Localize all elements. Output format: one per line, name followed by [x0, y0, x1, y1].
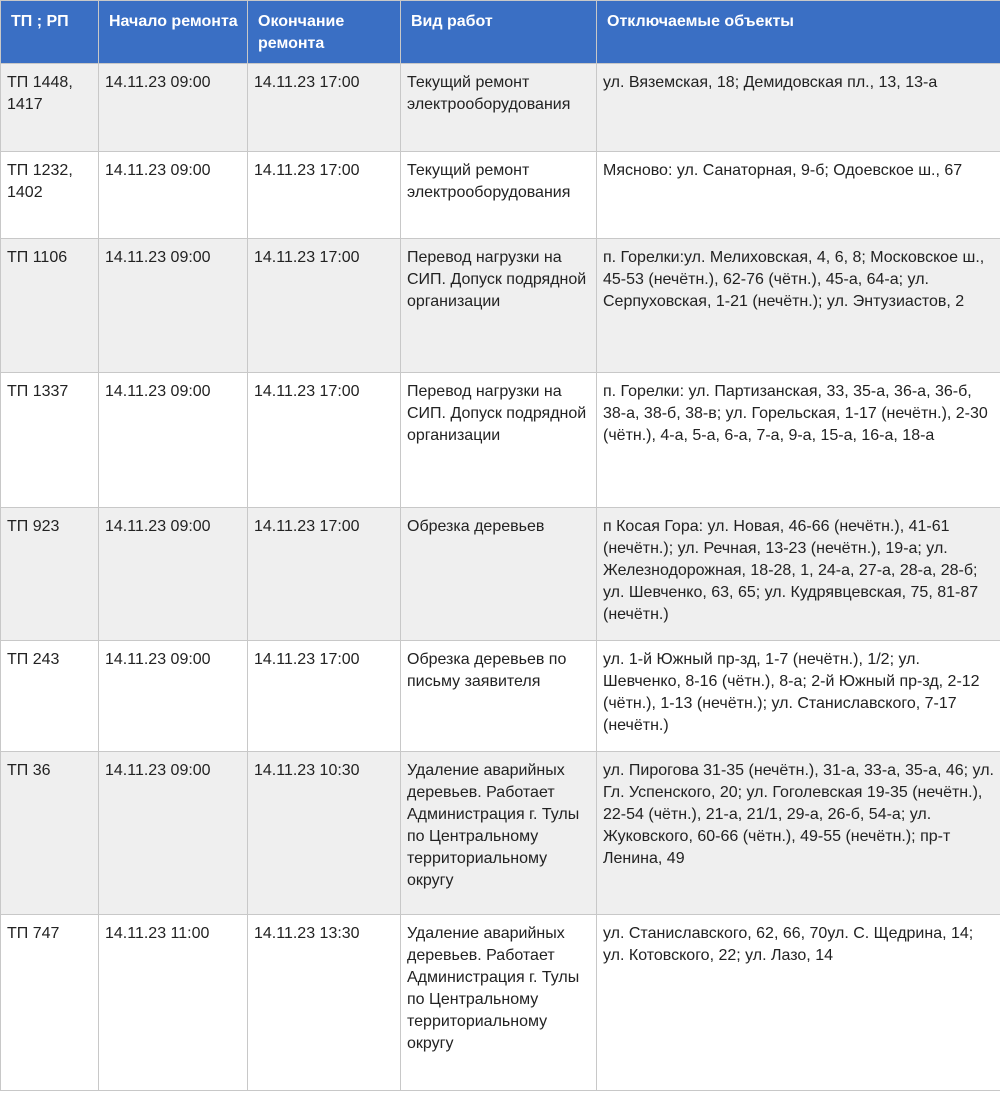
- cell-work: Обрезка деревьев по письму заявителя: [401, 641, 597, 752]
- table-row: [1, 752, 1000, 915]
- cell-start: 14.11.23 09:00: [99, 752, 248, 915]
- header-objects: Отключаемые объекты: [597, 1, 1000, 64]
- cell-end: 14.11.23 17:00: [248, 64, 401, 152]
- cell-work: Текущий ремонт электрооборудования: [401, 152, 597, 239]
- cell-tp: ТП 1448, 1417: [1, 64, 99, 152]
- cell-end: 14.11.23 17:00: [248, 239, 401, 373]
- cell-start: 14.11.23 09:00: [99, 239, 248, 373]
- cell-objects: ул. Пирогова 31-35 (нечётн.), 31-а, 33-а, 35-а, 46; ул. Гл. Успенского, 20; ул. Гоголевская 19-35 (нечётн.), 22-54 (чётн.), 21-а, 21/1, 29-а, 26-б, 54-а; ул. Жуковского, 60-66 (чётн.), 49-55 (нечётн.); пр-т Ленина, 49: [597, 752, 1000, 915]
- cell-objects: п. Горелки:ул. Мелиховская, 4, 6, 8; Московское ш., 45-53 (нечётн.), 62-76 (чётн.), 45-а, 64-а; ул. Серпуховская, 1-21 (нечётн.); ул. Энтузиастов, 2: [597, 239, 1000, 373]
- cell-start: 14.11.23 11:00: [99, 915, 248, 1091]
- cell-tp: ТП 243: [1, 641, 99, 752]
- cell-work: Текущий ремонт электрооборудования: [401, 64, 597, 152]
- cell-objects: Мясново: ул. Санаторная, 9-б; Одоевское ш., 67: [597, 152, 1000, 239]
- cell-end: 14.11.23 17:00: [248, 641, 401, 752]
- cell-end: 14.11.23 13:30: [248, 915, 401, 1091]
- header-tp: ТП ; РП: [1, 1, 99, 64]
- cell-objects: ул. Вяземская, 18; Демидовская пл., 13, 13-а: [597, 64, 1000, 152]
- header-start: Начало ремонта: [99, 1, 248, 64]
- table-row: [1, 508, 1000, 641]
- table-row: [1, 239, 1000, 373]
- cell-work: Перевод нагрузки на СИП. Допуск подрядной организации: [401, 239, 597, 373]
- cell-start: 14.11.23 09:00: [99, 641, 248, 752]
- cell-start: 14.11.23 09:00: [99, 508, 248, 641]
- cell-objects: ул. Станиславского, 62, 66, 70ул. С. Щедрина, 14; ул. Котовского, 22; ул. Лазо, 14: [597, 915, 1000, 1091]
- cell-objects: п. Горелки: ул. Партизанская, 33, 35-а, 36-а, 36-б, 38-а, 38-б, 38-в; ул. Горельская, 1-17 (нечётн.), 2-30 (чётн.), 4-а, 5-а, 6-а, 7-а, 9-а, 15-а, 16-а, 18-а: [597, 373, 1000, 508]
- cell-end: 14.11.23 17:00: [248, 373, 401, 508]
- table-row: [1, 641, 1000, 752]
- cell-tp: ТП 36: [1, 752, 99, 915]
- table-row: [1, 64, 1000, 152]
- table-row: [1, 152, 1000, 239]
- cell-end: 14.11.23 17:00: [248, 508, 401, 641]
- cell-work: Перевод нагрузки на СИП. Допуск подрядной организации: [401, 373, 597, 508]
- cell-tp: ТП 923: [1, 508, 99, 641]
- table-header-row: [1, 1, 1000, 64]
- cell-work: Удаление аварийных деревьев. Работает Администрация г. Тулы по Центральному территориальному округу: [401, 752, 597, 915]
- cell-tp: ТП 747: [1, 915, 99, 1091]
- header-work: Вид работ: [401, 1, 597, 64]
- cell-end: 14.11.23 10:30: [248, 752, 401, 915]
- cell-end: 14.11.23 17:00: [248, 152, 401, 239]
- cell-work: Удаление аварийных деревьев. Работает Администрация г. Тулы по Центральному территориальному округу: [401, 915, 597, 1091]
- cell-work: Обрезка деревьев: [401, 508, 597, 641]
- cell-tp: ТП 1106: [1, 239, 99, 373]
- cell-tp: ТП 1337: [1, 373, 99, 508]
- header-end: Окончание ремонта: [248, 1, 401, 64]
- cell-objects: п Косая Гора: ул. Новая, 46-66 (нечётн.), 41-61 (нечётн.); ул. Речная, 13-23 (нечётн.), 19-а; ул. Железнодорожная, 18-28, 1, 24-а, 27-а, 28-а, 28-б; ул. Шевченко, 63, 65; ул. Кудрявцевская, 75, 81-87 (нечётн.): [597, 508, 1000, 641]
- table-row: [1, 373, 1000, 508]
- cell-start: 14.11.23 09:00: [99, 373, 248, 508]
- cell-start: 14.11.23 09:00: [99, 64, 248, 152]
- cell-tp: ТП 1232, 1402: [1, 152, 99, 239]
- cell-objects: ул. 1-й Южный пр-зд, 1-7 (нечётн.), 1/2; ул. Шевченко, 8-16 (чётн.), 8-а; 2-й Южный пр-зд, 2-12 (чётн.), 1-13 (нечётн.); ул. Станиславского, 7-17 (нечётн.): [597, 641, 1000, 752]
- table-row: [1, 915, 1000, 1091]
- cell-start: 14.11.23 09:00: [99, 152, 248, 239]
